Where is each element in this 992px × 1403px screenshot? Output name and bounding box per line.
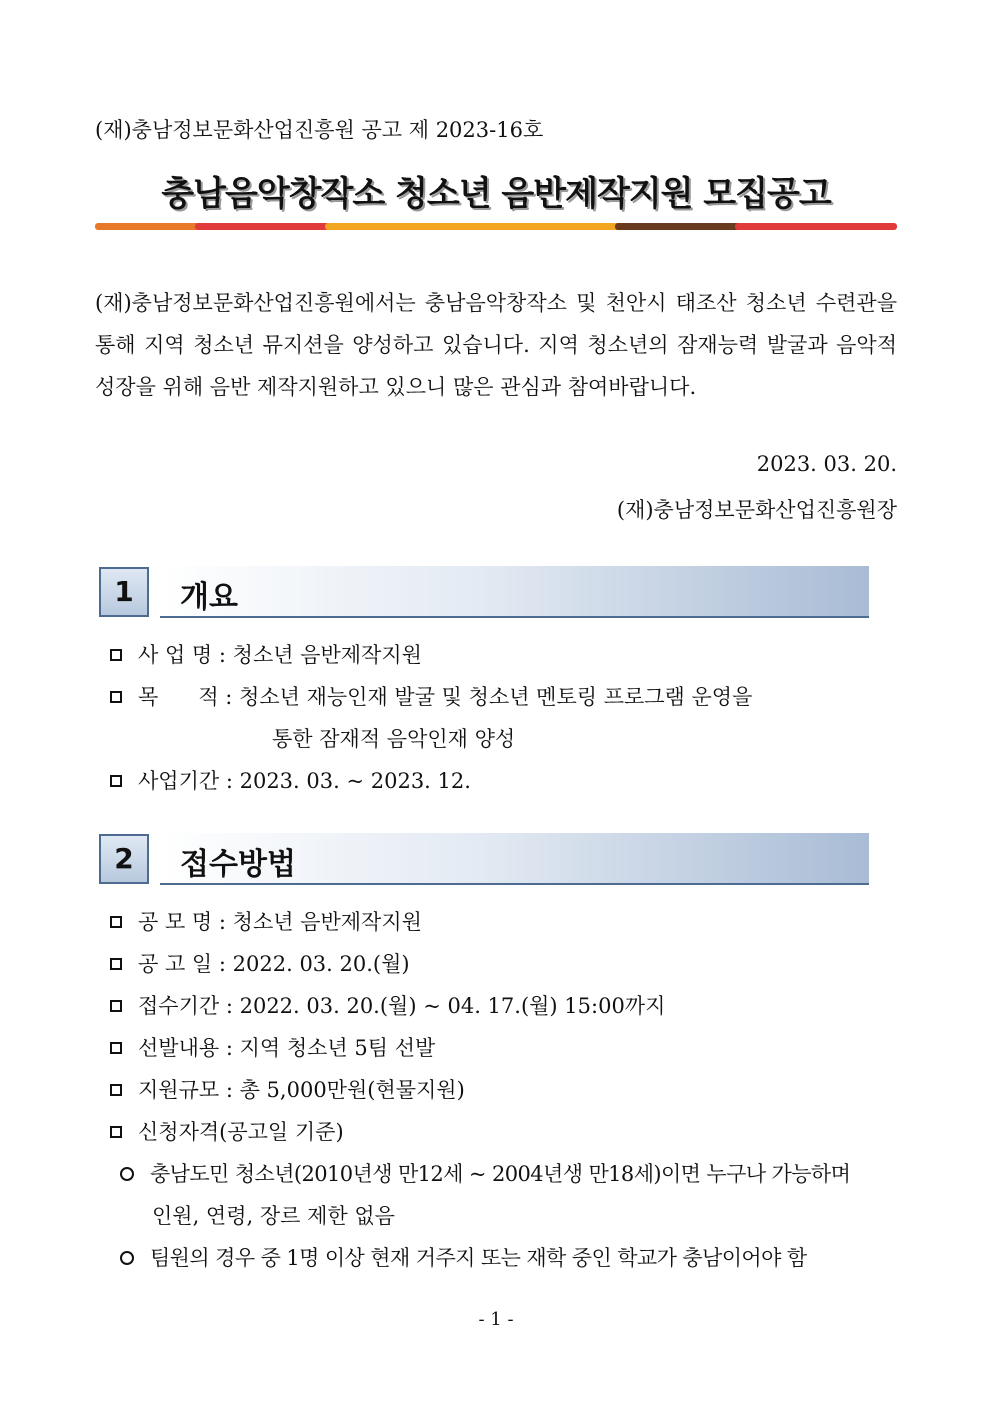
item-label: 사 업 명: [138, 643, 213, 667]
notice-number: (재)충남정보문화산업진흥원 공고 제 2023-16호: [95, 118, 544, 142]
list-item: 접수기간 : 2022. 03. 20.(월) ~ 04. 17.(월) 15:00까지: [110, 990, 665, 1020]
list-item: 사업기간 : 2023. 03. ~ 2023. 12.: [110, 765, 471, 795]
checkbox-bullet-icon: [110, 1126, 122, 1138]
title-rule-segment: [615, 223, 745, 230]
checkbox-bullet-icon: [110, 691, 122, 703]
sub-item-continuation: 인원, 연령, 장르 제한 없음: [152, 1204, 395, 1228]
list-item: [110, 1116, 344, 1146]
section-title: 개요: [180, 580, 238, 615]
item-label: 접수기간: [138, 994, 220, 1018]
signer: (재)충남정보문화산업진흥원장: [616, 498, 897, 522]
page-number: - 1 -: [478, 1309, 514, 1330]
circle-bullet-icon: [120, 1167, 134, 1181]
item-label: 지원규모: [138, 1078, 220, 1102]
list-item: 지원규모 : 총 5,000만원(현물지원): [110, 1074, 465, 1104]
item-value: 청소년 음반제작지원: [232, 643, 422, 667]
title-rule-segment: [95, 223, 205, 230]
sub-item-text: 충남도민 청소년(2010년생 만12세 ~ 2004년생 만18세)이면 누구나 가능하며: [150, 1162, 851, 1186]
item-value: 청소년 음반제작지원: [232, 910, 422, 934]
item-value: 총 5,000만원(현물지원): [239, 1078, 465, 1102]
item-value-continuation: 통한 잠재적 음악인재 양성: [272, 727, 516, 751]
section-header-bar: [160, 566, 869, 618]
item-value: 2023. 03. ~ 2023. 12.: [239, 769, 471, 793]
notice-date: 2023. 03. 20.: [756, 452, 897, 476]
item-label: 신청자격(공고일 기준): [138, 1120, 344, 1144]
title-rule-segment: [325, 223, 625, 230]
checkbox-bullet-icon: [110, 1084, 122, 1096]
list-item: 공 고 일 : 2022. 03. 20.(월): [110, 948, 410, 978]
checkbox-bullet-icon: [110, 649, 122, 661]
intro-paragraph: (재)충남정보문화산업진흥원에서는 충남음악창작소 및 천안시 태조산 청소년 수련관을 통해 지역 청소년 뮤지션을 양성하고 있습니다. 지역 청소년의 잠재능력 발굴과 음악적 성장을 위해 음반 제작지원하고 있으니 많은 관심과 참여바랍니다.: [95, 291, 897, 399]
title-rule-segment: [195, 223, 335, 230]
checkbox-bullet-icon: [110, 1000, 122, 1012]
checkbox-bullet-icon: [110, 775, 122, 787]
section-number: 2: [99, 834, 149, 884]
sub-list-item: [120, 1242, 807, 1272]
section-title: 접수방법: [180, 847, 296, 882]
list-item: 목 적 : 청소년 재능인재 발굴 및 청소년 멘토링 프로그램 운영을: [110, 681, 752, 711]
checkbox-bullet-icon: [110, 1042, 122, 1054]
list-item: 선발내용 : 지역 청소년 5팀 선발: [110, 1032, 435, 1062]
title-rule-segment: [735, 223, 897, 230]
item-value: 2022. 03. 20.(월): [232, 952, 410, 976]
item-value: 2022. 03. 20.(월) ~ 04. 17.(월) 15:00까지: [239, 994, 666, 1018]
title-rule: [95, 223, 897, 230]
section-number: 1: [99, 567, 149, 617]
item-value: 청소년 재능인재 발굴 및 청소년 멘토링 프로그램 운영을: [239, 685, 753, 709]
item-label: 목 적: [138, 685, 219, 709]
sub-list-item: [120, 1158, 850, 1188]
circle-bullet-icon: [120, 1251, 134, 1265]
list-item: 공 모 명 : 청소년 음반제작지원: [110, 906, 422, 936]
item-label: 사업기간: [138, 769, 220, 793]
page-title: 충남음악창작소 청소년 음반제작지원 모집공고: [161, 174, 831, 214]
checkbox-bullet-icon: [110, 916, 122, 928]
item-label: 공 모 명: [138, 910, 213, 934]
checkbox-bullet-icon: [110, 958, 122, 970]
item-label: 선발내용: [138, 1036, 220, 1060]
list-item: 사 업 명 : 청소년 음반제작지원: [110, 639, 422, 669]
sub-item-text: 팀원의 경우 중 1명 이상 현재 거주지 또는 재학 중인 학교가 충남이어야 함: [150, 1246, 807, 1270]
item-label: 공 고 일: [138, 952, 213, 976]
item-value: 지역 청소년 5팀 선발: [239, 1036, 436, 1060]
